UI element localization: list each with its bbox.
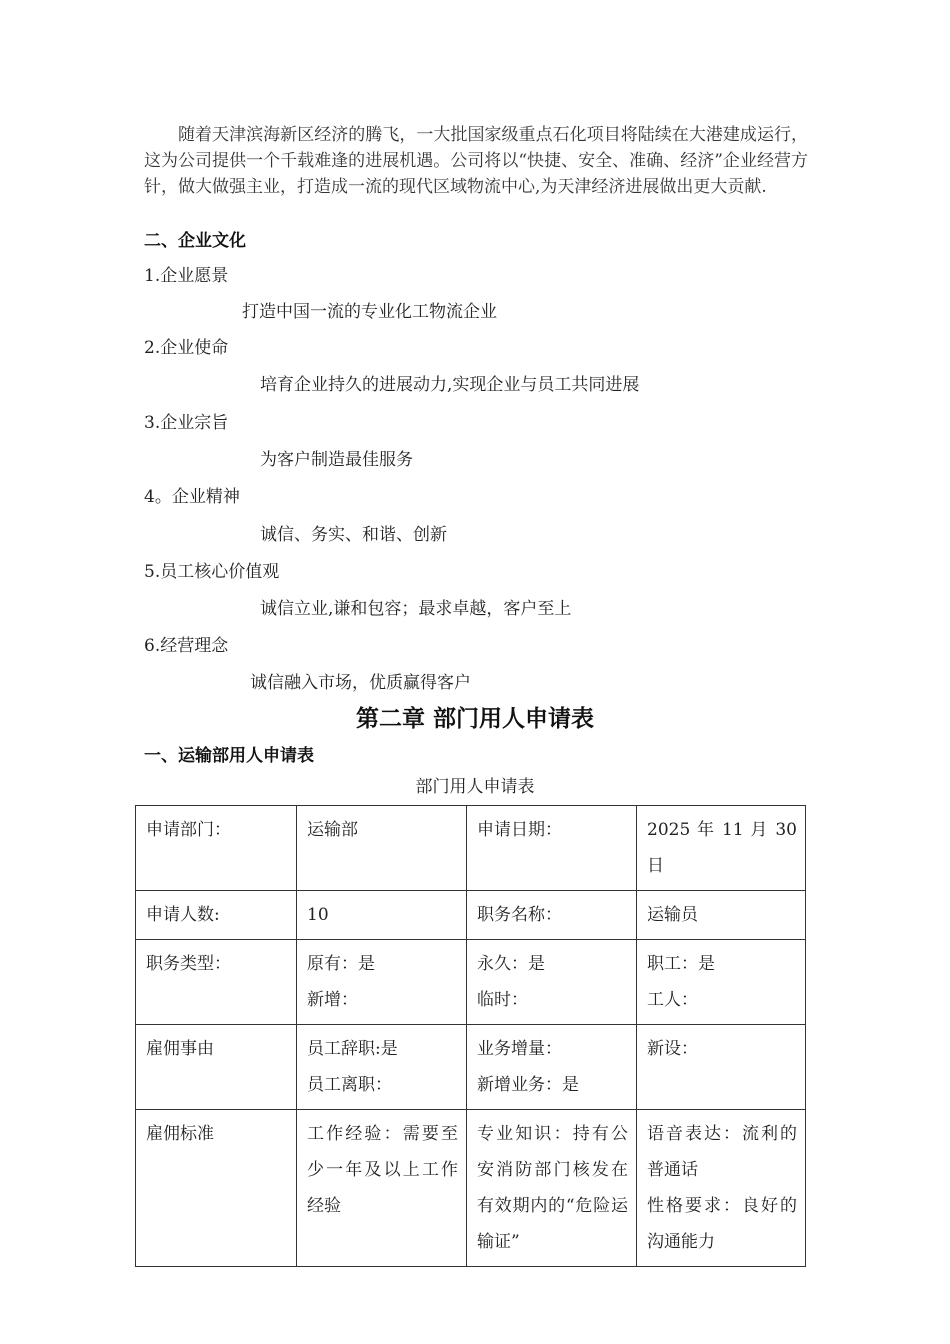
cell-text: 新增业务：是: [477, 1075, 579, 1095]
table-row: [136, 806, 806, 891]
cell-text: 10: [307, 905, 329, 925]
cell-text: 员工离职：: [307, 1075, 392, 1095]
cell-text: 申请人数:: [146, 905, 220, 925]
cell-text: 员工辞职:是: [307, 1039, 398, 1059]
table-cell-field-value: [637, 891, 806, 940]
cell-text: 业务增量：: [477, 1039, 562, 1059]
table-row: [136, 1110, 806, 1267]
culture-item-label: 6.经营理念: [144, 636, 229, 656]
table-cell-field-label: [467, 1110, 637, 1267]
cell-text: 新增：: [307, 990, 358, 1010]
cell-text: 运输员: [647, 905, 698, 925]
cell-text: 雇佣事由: [146, 1039, 214, 1059]
culture-item-value: 为客户制造最佳服务: [260, 450, 413, 470]
culture-item-label: 3.企业宗旨: [144, 413, 229, 433]
cell-text: 申请部门：: [146, 820, 231, 840]
culture-item-value: 诚信立业,谦和包容；最求卓越，客户至上: [260, 599, 572, 619]
cell-text: 职务名称：: [477, 905, 562, 925]
form-body: [136, 806, 806, 1267]
culture-item-label: 1.企业愿景: [144, 266, 229, 286]
cell-text: 职工：是: [647, 954, 715, 974]
application-form-table: [135, 805, 806, 1267]
culture-item-value: 打造中国一流的专业化工物流企业: [242, 302, 497, 322]
table-cell-field-value: [637, 806, 806, 891]
chapter-title: 第二章 部门用人申请表: [355, 706, 594, 732]
table-cell-field-value: [297, 1110, 467, 1267]
section-heading: 一、运输部用人申请表: [144, 746, 314, 766]
table-row: [136, 940, 806, 1025]
table-cell-field-label: [136, 1025, 297, 1110]
table-cell-field-value: [297, 806, 467, 891]
table-cell-field-label: [467, 940, 637, 1025]
cell-text: 性格要求：良好的沟通能力: [647, 1196, 797, 1252]
culture-item-label: 5.员工核心价值观: [144, 562, 280, 582]
table-cell-field-label: [136, 1110, 297, 1267]
cell-text: 永久：是: [477, 954, 545, 974]
table-cell-field-value: [297, 940, 467, 1025]
table-cell-field-label: [136, 940, 297, 1025]
culture-item-label: 2.企业使命: [144, 338, 229, 358]
cell-text: 2025 年 11 月 30 日: [647, 820, 797, 876]
cell-text: 新设：: [647, 1039, 698, 1059]
table-row: [136, 1025, 806, 1110]
table-cell-field-label: [467, 891, 637, 940]
cell-text: 原有：是: [307, 954, 375, 974]
culture-heading: 二、企业文化: [144, 231, 246, 251]
culture-item-value: 培育企业持久的进展动力,实现企业与员工共同进展: [260, 375, 640, 395]
cell-text: 职务类型：: [146, 954, 231, 974]
culture-item-label: 4。企业精神: [144, 487, 240, 507]
cell-text: 雇佣标准: [146, 1124, 214, 1144]
table-caption: 部门用人申请表: [415, 777, 535, 797]
table-cell-field-label: [136, 806, 297, 891]
cell-text: 工作经验：需要至少一年及以上工作经验: [307, 1124, 458, 1216]
cell-text: 临时：: [477, 990, 528, 1010]
cell-text: 工人：: [647, 990, 698, 1010]
cell-text: 专业知识：持有公安消防部门核发在有效期内的“危险运输证”: [477, 1124, 628, 1252]
culture-item-value: 诚信、务实、和谐、创新: [260, 525, 447, 545]
table-cell-field-value: [297, 891, 467, 940]
table-cell-field-value: [637, 1110, 806, 1267]
table-cell-field-value: [637, 1025, 806, 1110]
cell-text: 语音表达：流利的普通话: [647, 1124, 797, 1180]
table-cell-field-label: [467, 1025, 637, 1110]
cell-text: 申请日期：: [477, 820, 562, 840]
intro-paragraph: 随着天津滨海新区经济的腾飞，一大批国家级重点石化项目将陆续在大港建成运行，这为公司提供一个千载难逢的进展机遇。公司将以“快捷、安全、准确、经济”企业经营方针，做大做强主业，打造成一流的现代区域物流中心,为天津经济进展做出更大贡献.: [144, 125, 808, 197]
table-cell-field-value: [297, 1025, 467, 1110]
cell-text: 运输部: [307, 820, 358, 840]
table-row: [136, 891, 806, 940]
culture-item-value: 诚信融入市场，优质赢得客户: [250, 673, 471, 693]
table-cell-field-value: [637, 940, 806, 1025]
table-cell-field-label: [136, 891, 297, 940]
table-cell-field-label: [467, 806, 637, 891]
